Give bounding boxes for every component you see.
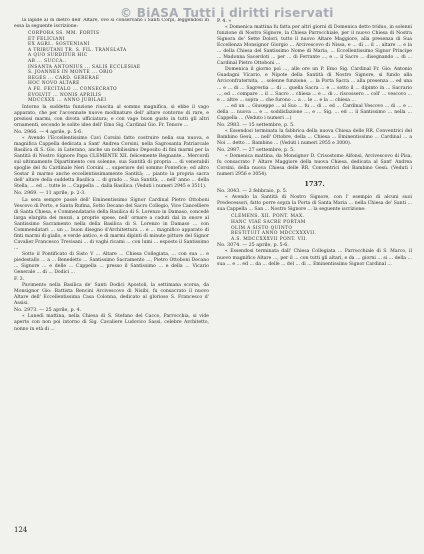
paragraph: « Essendosi terminata la fabbrica della nuova Chiesa delle RR. Conventrici del Bambino Gesù, ... nell' Ottobre, della ... Chiesa ... Eminentissimo ... Cardinal ... a Noi ... detto ... Bambino ... (Veduti i numeri 2955 e 3000). xyxy=(217,128,412,146)
entry-heading: F. 3. xyxy=(14,277,25,283)
paragraph: La sera sempre passè dell' Eminentissimo Signor Cardinal Pietro Ottoboni Vescovo di Porto, e Santa Rufina, Sotto Decano del Sacro Collegio, Vice Cancelliere di Santa Chiesa, e Commendatario della Basilica di S. Lorenzo in Damaso, concedè larga elargita dei mezzi, a proprie spese, nell' ornare a caduti dal in onore al Santissimo Sacramento nella della Basilica di S. Lorenzo in Damaso ... con Commendatari ... un ... buon disegno d'Architettura ... e ... magnifico apparato di finti marmi di giallo, e verde antico, e di marmi dipinti di minute pitture del Signor Cavalier Francesco Trevisani ... di vaghi ricami ... con lumi ... esposto il Santissimo ... xyxy=(14,197,209,251)
page-number: 124 xyxy=(14,526,28,534)
inscription-line: MDCCXXX ... ANNO JUBILAEI xyxy=(28,98,107,104)
entry-heading: P. 4. « xyxy=(217,19,232,24)
inscription-line: OLIM A SISTO QUINTO xyxy=(231,225,293,231)
right-column xyxy=(217,18,412,528)
entry-heading: No. 3043. — 2 febbraio, p. 5. xyxy=(217,189,288,195)
paragraph: ... ed un ... Giuseppe ... al Suo ... fu ... di ... ed ... Cardinal Vescovo ... di ... e ... della ... nuova ... e ... soddisfazione ..., e ... Sig. ... ed ... il Santissimo ... nella ... Cappella ... (Veduto i numeri ...) xyxy=(217,103,412,121)
copyright-watermark: © BiASA Tutti i diritti riservati xyxy=(120,6,334,20)
paragraph: « Avendo la Santità di Nostro Signore, con l' esempio di alcuni suoi Predecessori, fatto porre sopra la Porta di Santa Maria ... nella Chiesa de' Santi ... sua Cappella ... San ... Nostro Signore ... la seguente iscrizione: xyxy=(217,195,412,213)
inscription-line: RESTITUIT ANNO MDCCXXXVII. xyxy=(231,231,317,237)
paragraph: Sotto il Pontificato di Sisto V ... Altare ... Chiesa Collegiata, ... con sua ... e piedestallo ... a ... Benedetto ... Santissimo Sacramento ..., Pietro Ottoboni Decano ... Signore ... e delle ... Cappella ... presso il Santissimo ... e della ... Vicario Generale ... di ... Dodici ... xyxy=(14,251,209,276)
inscription-line: A FE. FECITALO ... CONSECRATO xyxy=(28,87,118,93)
year-heading: 1737. xyxy=(304,180,325,189)
paragraph: « Essendosi terminata dall' Chiesa Collegiata ... Parrocchiale di S. Marco, il nuovo magnifico Altare ..., per il ... con tutti gli altari, e da ... giorni ... si ... della ... sua ... e ... ed ... da ... delle ... del ... di ... Eminentissimo Signor Cardinal ... xyxy=(217,249,412,267)
paragraph: « Lunedì mattina, nella Chiesa di S. Stefano del Cacco, Parrocchia, si vide aperto con non poi intorno di Sig. Cavaliere Ludovico Sassi, celebre Architetto, nonno in età di ... xyxy=(14,314,209,332)
inscription-line: AB ... SUCCA.. xyxy=(28,59,67,65)
entry-heading: No. 2966. — 4 aprile, p. 5-6. xyxy=(14,130,83,135)
inscription-line: HANC VIAE SACRE PORTAM xyxy=(231,220,306,226)
inscription-line: CORPORA SS. MM. FORTIS xyxy=(28,31,100,37)
entry-heading: No. 2969. — 11 aprile, p. 2-3. xyxy=(14,191,86,197)
left-column xyxy=(14,18,209,528)
inscription-line: A TRIBUTANI TR. S. FIL. TRANSLATA xyxy=(28,47,127,53)
inscription-line: HOC NOVO ALTARE xyxy=(28,81,80,87)
inscription-line: ET FELICIANI xyxy=(28,36,66,42)
entry-heading: No. 2987. — 27 settembre, p. 5. xyxy=(217,147,295,153)
inscription-line: A QUO SUBDITUR HIC xyxy=(28,53,88,59)
paragraph: la lapide al di dietro dell' Altare, ove si conservano i Santi Corpi, leggendosi in essa la seguente iscrizione: xyxy=(14,18,209,30)
paragraph: « Domenica mattina fu fatta per altri giorni di Domenica detto triduo, in solenni funzione di Nostro Signore, la Chiesa Parrocchiale, per il nuovo Chiesa di Nostra Signora de' Sette Dolori, tutto il nuovo Altare Maggiore, alla presenza di Sua Eccellenza Monsignor Giorgio ... Arcivescovo di Nissa, e ... di ... il ... altare ... e la ... della Chiesa del Santissimo Nome di Maria, ... Eccellentissimo Signor Principe ... Madonna Sacerdoti ... per ... di Ferrante ..., e ... il Sacro ... disegnando ... di ... Cardinal Pietro Ottoboni ... xyxy=(217,25,412,67)
entry-heading: No. 2983. — 15 settembre, p. 5. xyxy=(217,122,295,128)
inscription-line: S. JOANNES IN MONTE ... ORIO xyxy=(28,70,113,76)
paragraph: « Avendo l'Eccellentissimo Cavi Corsini fatto costruire nella sua nuova, e magnifica Cappella dedicata a Sant' Andrea Corsini, nella Sagrosanta Patriarcale Basilica di S. Gio. in Laterano, anche un nobilissimo Deposito di fini marmi per la Santità di Nostro Signore Papa CLEMENTE XII. felicemente Regnante... Mercordì sul ultimamente Dipartimento con solenne, sua Santità di propria ... di venerabili spoglie del fu Cardinale Neri Corsini ... superiore del sommo Pontefice; ed altro Sostar il marmo anche eccellentissimamente Santità; ... pianto la propria sacra dell' altare della suddetta Basilica ... di grado ... Sua Santità, ... nell' anno ... della Stella, ... ed ... tutte le ... Cappella ... dalla Basilica. (Veduti i numeri 2945 e 3511). xyxy=(14,136,209,190)
paragraph: « Domenica mattina, da Monsignor D. Crisostomo Alfonsi, Arcivescovo di Pisa, fu consacrato l' Altare Maggiore della nuova Chiesa, dedicata al Sant' Andrea Corsini, della nuova Chiesa delle RR. Conventrici del Bambino Gesù. (Veduti i numeri 2956 e 3054). xyxy=(217,154,412,178)
inscription-block xyxy=(231,214,412,242)
inscription-line: A.S. MDCCXXXVII PONT. VII. xyxy=(231,236,308,242)
inscription-line: EVOLVIT ... NONIS APRILIS xyxy=(28,92,102,98)
paragraph: Intorno la suddetta funzione riuscita al sommo magnifica, si ebbe il vago apparato, che per l'accennate nuove modinature dell' altare contorno di rare, e preziosi marmi, con divota ufficiatura; e con vago buon gusto in tutti gli altri ornamenti, secondo le solite idee dell' Emo Sig. Cardinal Gio. Fr. Tenore ... xyxy=(14,104,209,128)
entry-heading: No. 3074. — 25 aprile, p. 5-6. xyxy=(217,243,289,249)
inscription-line: REGES ... CARD. GERERAE xyxy=(28,75,100,81)
paragraph: Pavimento nella Basilica de' Santi Dodici Apostoli, la settimana scorsa, da Monsignor Gio: Battista Bencini Arcivescovo di Nisibi, fu consacrato il nuovo Altare dell' Eccellentissima Casa Colonna, dedicato al glorioso S. Francesco d' Assisi. xyxy=(14,283,209,307)
inscription-line: CLEMENS. XII. PONT. MAX. xyxy=(231,214,305,220)
entry-heading: No. 2973. — 25 aprile, p. 4. xyxy=(14,308,82,314)
inscription-line: INSANTA ANTONIUS ... SALIS ECCLESIAE xyxy=(28,64,141,70)
inscription-line: EX AGRI.. SOSTENIANI xyxy=(28,42,90,48)
paragraph: Domenica il giorno poi ..., alle ore un P. Emo Sig. Cardinal Fr. Gio: Antonio Guadagni Vicario, e Nipote della Santità di Nostro Signore, si fundo alla Arciconfraternita, ... solenne funzione, ... la Porta Sacra ... alla presenza ... ed una ... e ... di ... Sagrestia ... di ... quella Sacra ... e ... sotto il ... dipinto in ... Sacrario ..., ed ... compare ... il ... Sacro ... chiesa ... e ... di ... riscossero ... coll' ... vescovo ... e ... altre ... sopra ... che furono ... a ... le ... e la ... chiesa ... xyxy=(217,67,412,103)
inscription-block xyxy=(28,31,209,104)
